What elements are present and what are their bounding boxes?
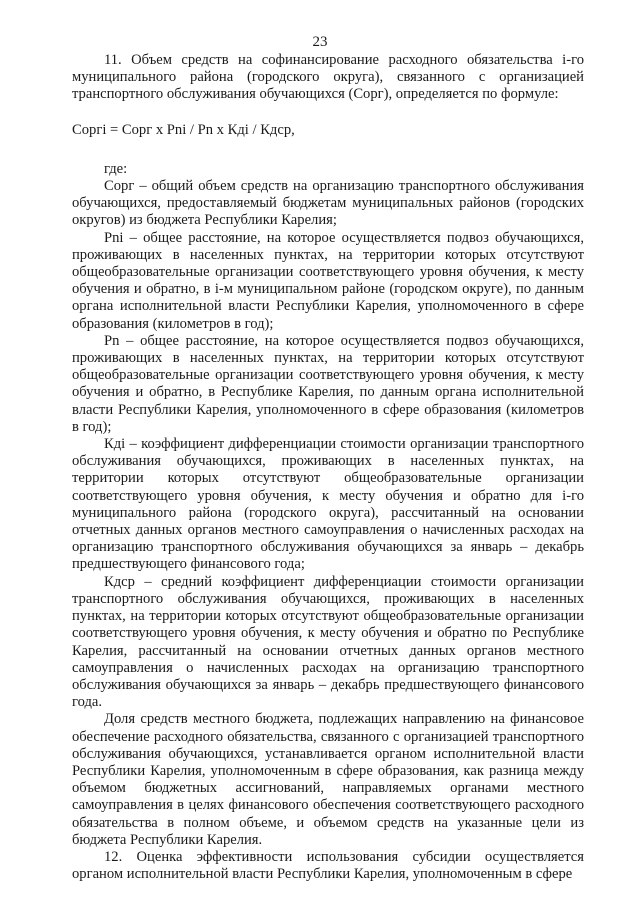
document-body [72,52,584,883]
paragraph-11-intro: 11. Объем средств на софинансирование расходного обязательства i-го муниципального района (городского округа), связанного с организацией транспортного обслуживания обучающихся (Сорг), определяется по формуле: [72,52,584,103]
definition-kdi: Кдi – коэффициент дифференциации стоимости организации транспортного обслуживания обучающихся, проживающих в населенных пунктах, на территории которых отсутствуют общеобразовательные организации соответствующего уровня обучения, к месту обучения и обратно для i-го муниципального района (городского округа), рассчитанный на основании отчетных данных органов местного самоуправления о начисленных расходах на организацию транспортного обслуживания обучающихся за январь – декабрь предшествующего финансового года; [72,436,584,573]
formula: Соргi = Сорг x Рni / Рn x Кдi / Кдср, [72,121,295,138]
page-number: 23 [312,34,328,50]
where-label: где: [104,160,128,177]
definition-pn: Рn – общее расстояние, на которое осуществляется подвоз обучающихся, проживающих в населенных пунктах, на территории которых отсутствуют общеобразовательные организации соответствующего уровня обучения, к месту обучения и обратно, в Республике Карелия, по данным органа исполнительной власти Республики Карелия, уполномоченного в сфере образования (километров в год); [72,332,584,435]
paragraph-12-evaluation: 12. Оценка эффективности использования субсидии осуществляется органом исполнительной власти Республики Карелия, уполномоченным в сфере [72,848,584,883]
paragraph-local-budget-share: Доля средств местного бюджета, подлежащих направлению на финансовое обеспечение расходного обязательства, связанного с организацией транспортного обслуживания обучающихся, устанавливается органом исполнительной власти Республики Карелия, уполномоченным в сфере образования, как разница между объемом бюджетных ассигнований, направляемых органами местного самоуправления в целях финансового обеспечения соответствующего расходного обязательства в полном объеме, и объемом средств на указанные цели из бюджета Республики Карелия. [72,711,584,848]
definition-sorg: Сорг – общий объем средств на организацию транспортного обслуживания обучающихся, предоставляемый бюджетам муниципальных районов (городских округов) из бюджета Республики Карелия; [72,178,584,229]
definition-pni: Рni – общее расстояние, на которое осуществляется подвоз обучающихся, проживающих в населенных пунктах, на территории которых отсутствуют общеобразовательные организации соответствующего уровня обучения, к месту обучения и обратно, в i-м муниципальном районе (городском округе), по данным органа исполнительной власти Республики Карелия, уполномоченного в сфере образования (километров в год); [72,229,584,332]
definition-kdsr: Кдср – средний коэффициент дифференциации стоимости организации транспортного обслуживания обучающихся, проживающих в населенных пунктах, на территории которых отсутствуют общеобразовательные организации соответствующего уровня обучения, к месту обучения и обратно по Республике Карелия, рассчитанный на основании отчетных данных органов местного самоуправления о начисленных расходах на организацию транспортного обслуживания обучающихся за январь – декабрь предшествующего финансового года. [72,573,584,711]
